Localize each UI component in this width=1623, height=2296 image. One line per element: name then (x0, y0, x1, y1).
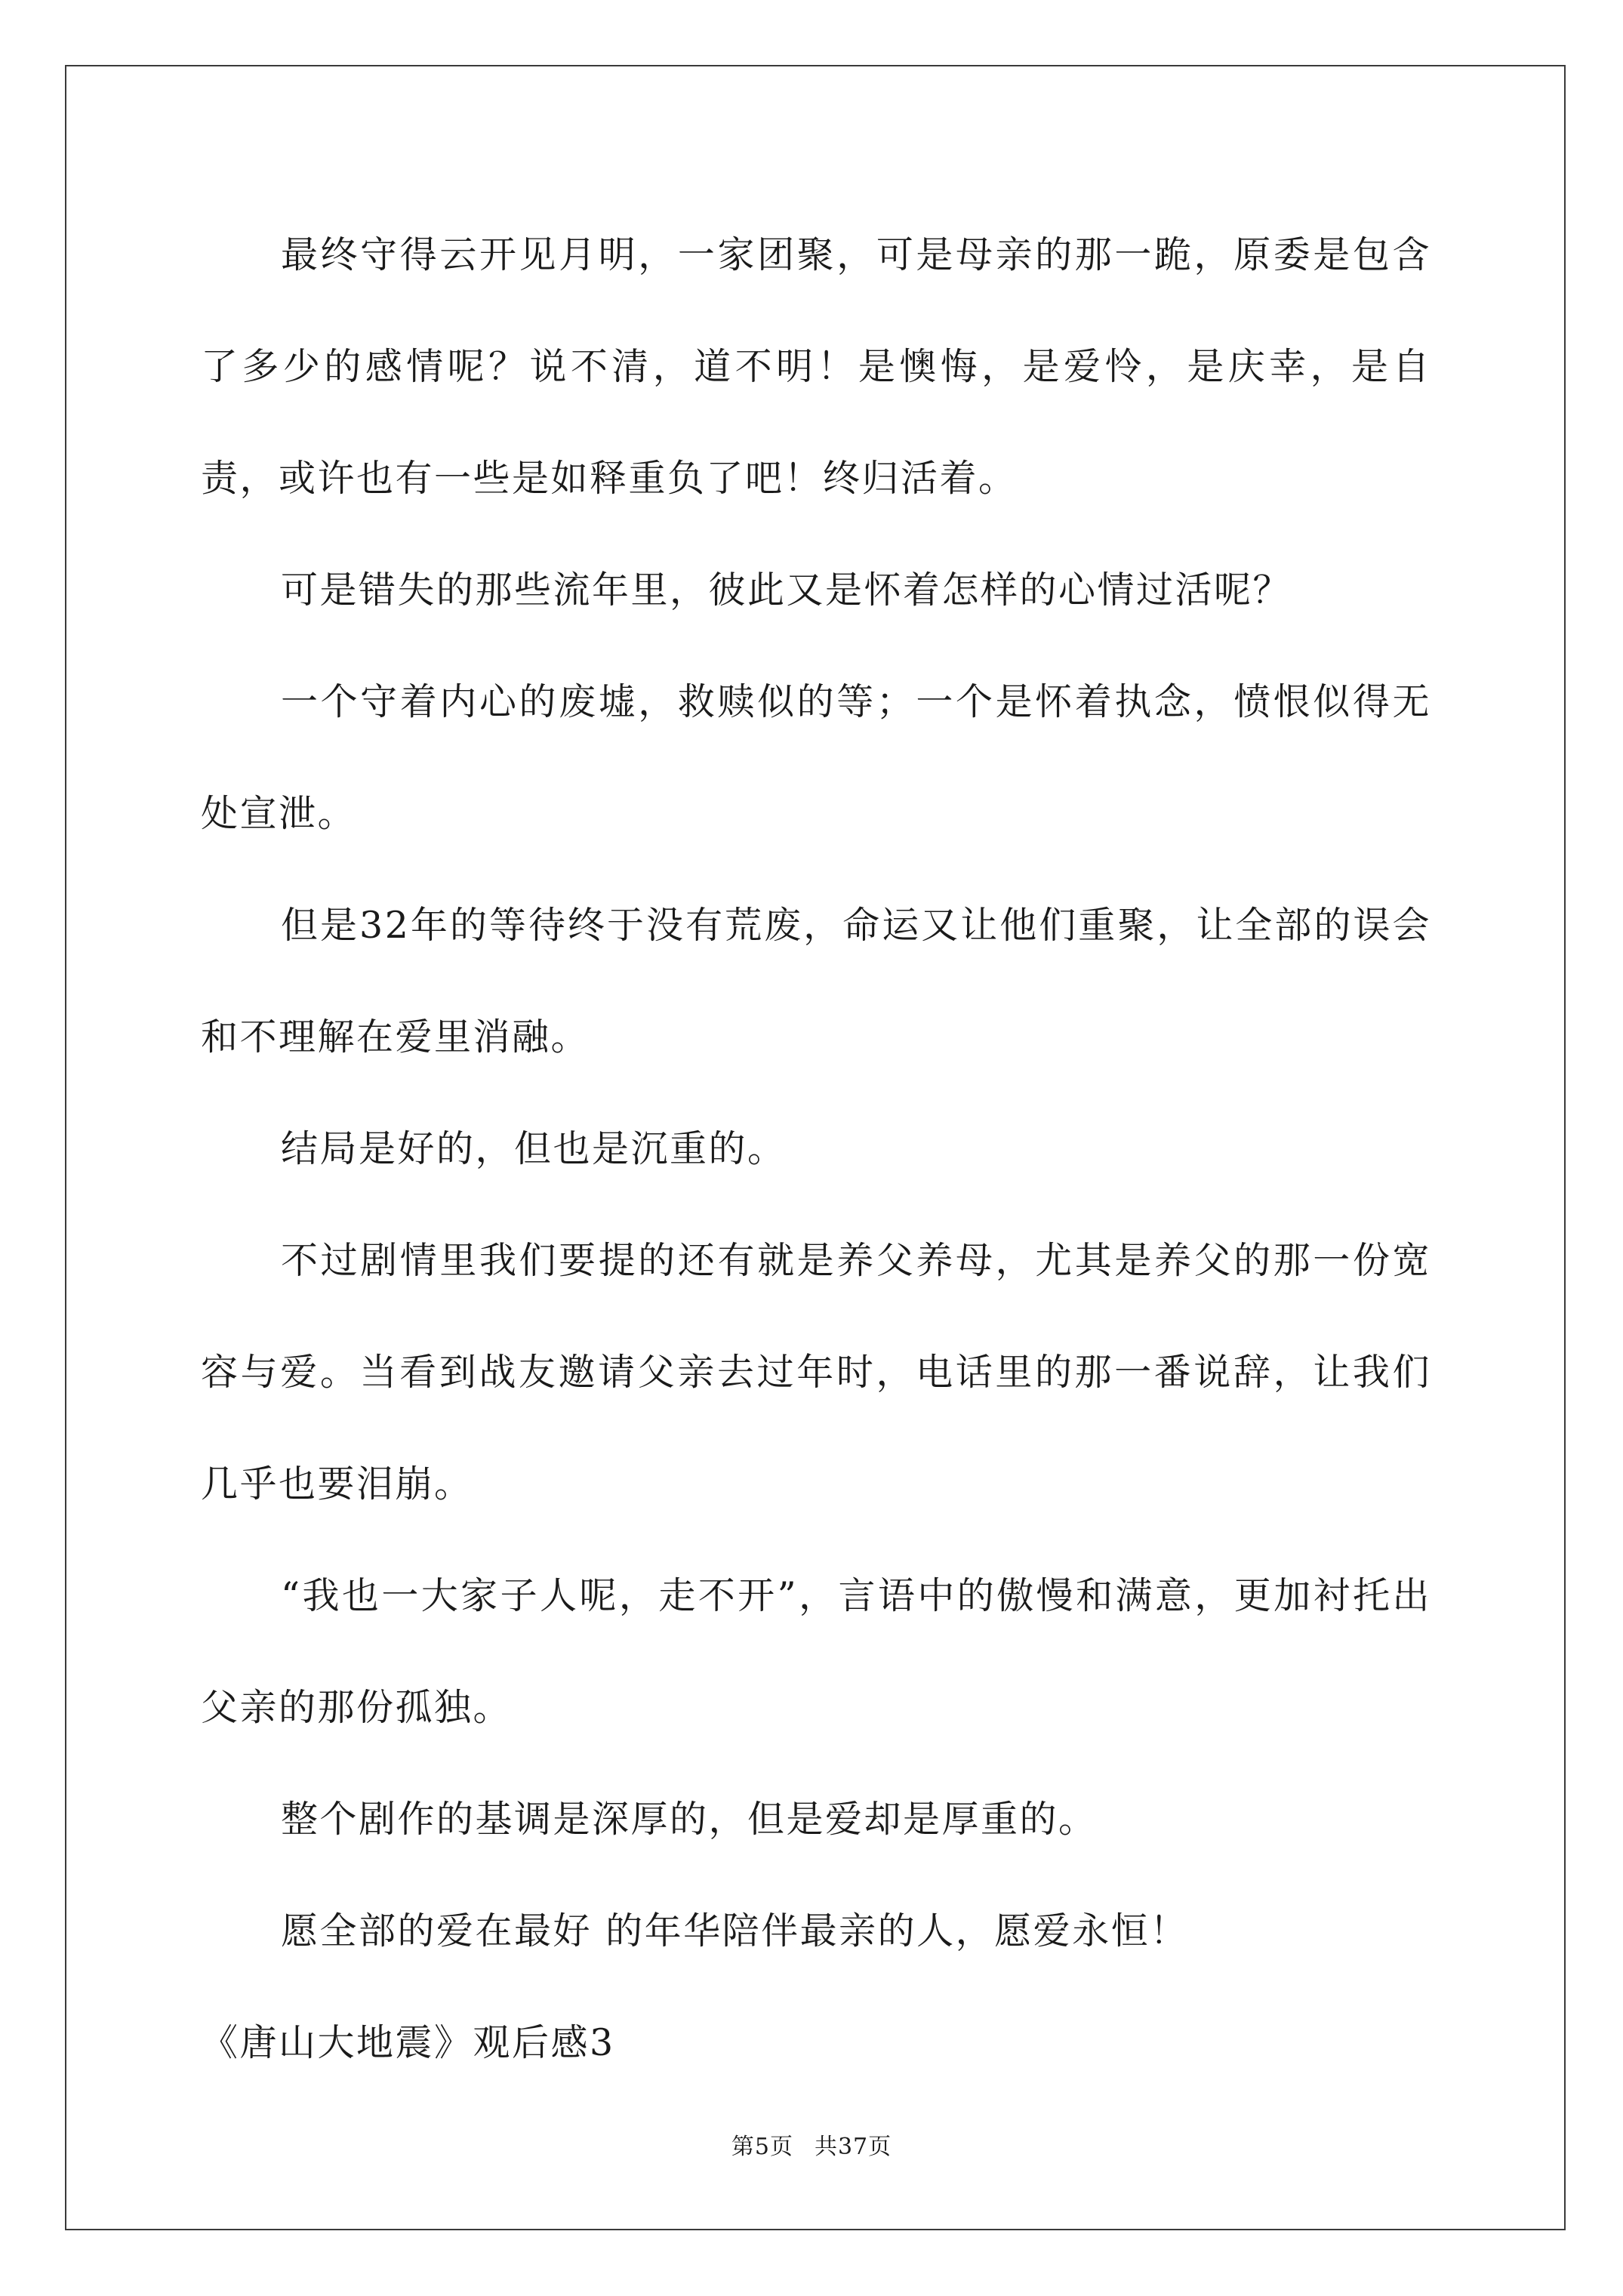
paragraph-6: 不过剧情里我们要提的还有就是养父养母，尤其是养父的那一份宽容与爱。当看到战友邀请父亲去过年时，电话里的那一番说辞，让我们几乎也要泪崩。 (201, 1239, 1431, 1505)
paragraph-9: 愿全部的爱在最好 的年华陪伴最亲的人，愿爱永恒！ (281, 1909, 1189, 1952)
paragraph-7: “我也一大家子人呢，走不开”，言语中的傲慢和满意，更加衬托出父亲的那份孤独。 (201, 1574, 1431, 1729)
section-heading: 《唐山大地震》观后感3 (201, 2021, 615, 2064)
paragraph-3: 一个守着内心的废墟，救赎似的等；一个是怀着执念，愤恨似得无处宣泄。 (201, 680, 1431, 835)
paragraph-2: 可是错失的那些流年里，彼此又是怀着怎样的心情过活呢？ (281, 569, 1292, 612)
page-total: 共37页 (814, 2134, 892, 2160)
page-footer (0, 2128, 1623, 2161)
paragraph-8: 整个剧作的基调是深厚的，但是爱却是厚重的。 (281, 1798, 1098, 1841)
paragraph-5: 结局是好的，但也是沉重的。 (281, 1127, 787, 1170)
page-number: 第5页 (731, 2134, 793, 2160)
paragraph-1: 最终守得云开见月明，一家团聚，可是母亲的那一跪，原委是包含了多少的感情呢？说不清，道不明！是懊悔，是爱怜，是庆幸，是自责，或许也有一些是如释重负了吧！终归活着。 (201, 233, 1431, 500)
document-body (201, 199, 1431, 2099)
paragraph-4: 但是32年的等待终于没有荒废，命运又让他们重聚，让全部的误会和不理解在爱里消融。 (201, 904, 1431, 1059)
